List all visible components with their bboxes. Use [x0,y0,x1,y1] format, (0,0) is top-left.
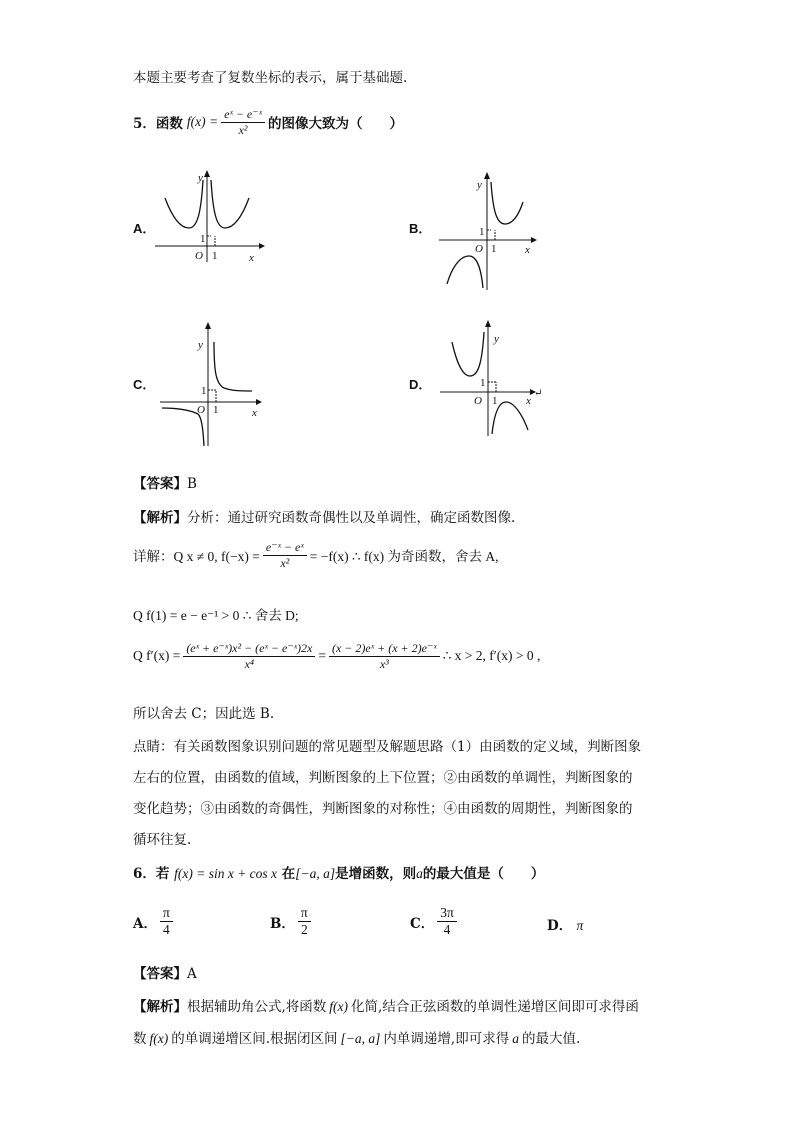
q5-detail1-fraction [263,541,307,569]
q6-analysis-fx: f(x) [329,999,349,1014]
q6-stem-a: 若 [155,866,170,882]
q6-analysis-c: 数 [133,1031,147,1047]
q5-option-d-label[interactable]: D． [409,377,432,392]
graph-c-x-label: x [252,407,257,419]
q5-stem-b: 的图像大致为（ ） [267,116,403,133]
q5-detail3-num1: (eˣ + e⁻ˣ)x² − (eˣ − e⁻ˣ)2x [183,642,315,657]
intro-text: 本题主要考查了复数坐标的表示，属于基础题. [133,70,408,86]
q6-option-a-label: A． [133,915,157,932]
q6-analysis-f: 的最大值. [521,1031,581,1047]
q5-detail-line-3: Q f′(x) = $\frac{\text{(eˣ + e⁻ˣ)x² − (eˣ − e⁻ˣ)2x}}{\text{x⁴}}$ = $\frac{\text{(x − 2)eˣ + (x + 2)e⁻ˣ}}{\text{x³}}$ ∴ x > 2, f′(x) > 0 , [133,641,541,671]
q6-analysis-fx2: f(x) [149,1031,169,1046]
graph-c-y-label: y [198,339,203,351]
q5-frac-den: x² [238,122,248,137]
q6-analysis-var: a [512,1031,519,1046]
q6-option-c-num: 3π [437,906,457,922]
graph-b-origin: O [475,243,483,255]
graph-d-return-mark: ↵ [534,388,543,399]
q6-option-b-den: 2 [300,922,308,938]
q5-stem [133,108,403,136]
q5-detail3-pre: Q f′(x) = [133,648,181,664]
q6-option-a-frac [160,906,173,937]
graph-c [160,322,268,450]
q6-option-c[interactable] [410,906,460,937]
q5-analysis-tag: 【解析】 [133,510,187,526]
q5-func: f(x) = [186,114,219,130]
q6-func: f(x) = sin x + cos x [174,866,278,881]
q6-option-a-num: π [160,906,173,922]
q6-var: a [416,866,423,881]
q5-detail-line-2: Q f(1) = e − e⁻¹ > 0 ∴ 舍去 D; [133,608,299,623]
q6-analysis-line-2 [133,1027,580,1047]
q5-detail1-pre: 详解：Q x ≠ 0, f(−x) = [133,549,260,565]
q5-answer-value: B [187,476,197,492]
q5-detail3-fraction-2 [329,642,440,670]
q5-analysis-line [133,506,515,526]
q6-stem-c: 是增函数，则 [335,866,417,882]
q5-answer-tag: 【答案】 [133,476,187,492]
q6-option-c-den: 4 [443,922,451,938]
graph-d-origin: O [474,395,482,407]
q5-detail3-post: ∴ x > 2, f′(x) > 0 , [442,648,541,664]
q6-option-c-label: C． [410,915,435,932]
q5-frac-num: eˣ − e⁻ˣ [221,108,265,123]
graph-d-y-label: y [494,333,499,345]
graph-d-one-y: 1 [480,377,486,389]
q5-analysis-text: 分析：通过研究函数奇偶性以及单调性，确定函数图像. [187,510,516,526]
graph-b-y-label: y [477,179,482,191]
q5-detail1-num: e⁻ˣ − eˣ [263,541,307,556]
graph-d-x-label: x [526,395,531,407]
q5-detail3-den1: x⁴ [244,656,255,671]
graph-b-one-y: 1 [479,226,485,238]
q6-answer-line [133,962,197,982]
q6-analysis-d: 的单调递增区间.根据闭区间 [171,1031,338,1047]
q5-option-b-label[interactable]: B． [409,221,432,236]
graph-a-y-label: y [198,172,203,184]
graph-c-origin: O [197,404,205,416]
q5-option-c-label[interactable]: C． [133,377,156,392]
q5-stem-a: 函数 [155,116,183,133]
q6-option-a[interactable] [133,906,176,937]
graph-a [155,170,265,265]
graph-a-one-y: 1 [200,233,206,245]
q5-detail1-post: = −f(x) ∴ f(x) 为奇函数，舍去 A, [309,549,499,565]
graph-c-one-y: 1 [201,385,207,397]
q6-analysis-a: 根据辅助角公式,将函数 [187,999,327,1015]
graph-a-origin: O [195,250,203,262]
q5-remark-line-1: 点睛：有关函数图象识别问题的常见题型及解题思路（1）由函数的定义域，判断图象 [133,739,642,755]
graph-b [433,172,543,290]
q5-detail3-fraction-1 [183,642,315,670]
graph-c-one-x: 1 [213,404,219,416]
q5-remark-line-2: 左右的位置，由函数的值域，判断图象的上下位置；②由函数的单调性，判断图象的 [133,770,633,786]
q6-option-b-num: π [298,906,311,922]
q5-option-a-label[interactable]: A． [133,221,156,236]
q6-stem [133,862,544,882]
q6-analysis-line-1 [133,995,639,1015]
q5-remark-line-3: 变化趋势；③由函数的奇偶性，判断图象的对称性；④由函数的周期性，判断图象的 [133,801,633,817]
q6-answer-value: A [187,966,197,982]
q5-remark-line-4: 循环往复. [133,832,192,848]
q6-analysis-b: 化简,结合正弦函数的单调性递增区间即可求得函 [351,999,639,1015]
graph-b-one-x: 1 [491,243,497,255]
q6-answer-tag: 【答案】 [133,966,187,982]
q5-conclusion: 所以舍去 C；因此选 B. [133,706,275,722]
q5-detail1-den: x² [280,555,290,570]
q5-detail-line-1 [133,541,499,569]
q5-answer-line [133,472,197,492]
q6-option-d-label: D． [547,918,573,934]
graph-b-x-label: x [525,244,530,256]
q6-stem-b: 在 [281,866,296,882]
q6-option-c-frac [437,906,457,937]
q5-number: 5． [133,116,156,133]
q6-analysis-interval: [−a, a] [340,1031,381,1046]
q6-interval: [−a, a] [295,866,336,881]
graph-a-x-label: x [249,252,254,264]
q6-option-b-frac [298,906,311,937]
q6-option-a-den: 4 [163,922,170,938]
graph-d [438,320,548,440]
q6-stem-d: 的最大值是（ ） [422,866,545,882]
q5-detail3-num2: (x − 2)eˣ + (x + 2)e⁻ˣ [329,642,440,657]
q6-option-b-label: B． [270,915,295,932]
q5-detail3-den2: x³ [379,656,389,671]
q6-option-d-value: π [576,918,584,933]
graph-a-one-x: 1 [212,250,218,262]
q6-option-d[interactable] [547,914,583,934]
q6-analysis-e: 内单调递增,即可求得 [383,1031,510,1047]
q5-fraction [221,108,265,136]
q6-option-b[interactable] [270,906,314,937]
graph-d-one-x: 1 [492,395,498,407]
q6-analysis-tag: 【解析】 [133,999,187,1015]
q6-number: 6． [133,866,156,882]
